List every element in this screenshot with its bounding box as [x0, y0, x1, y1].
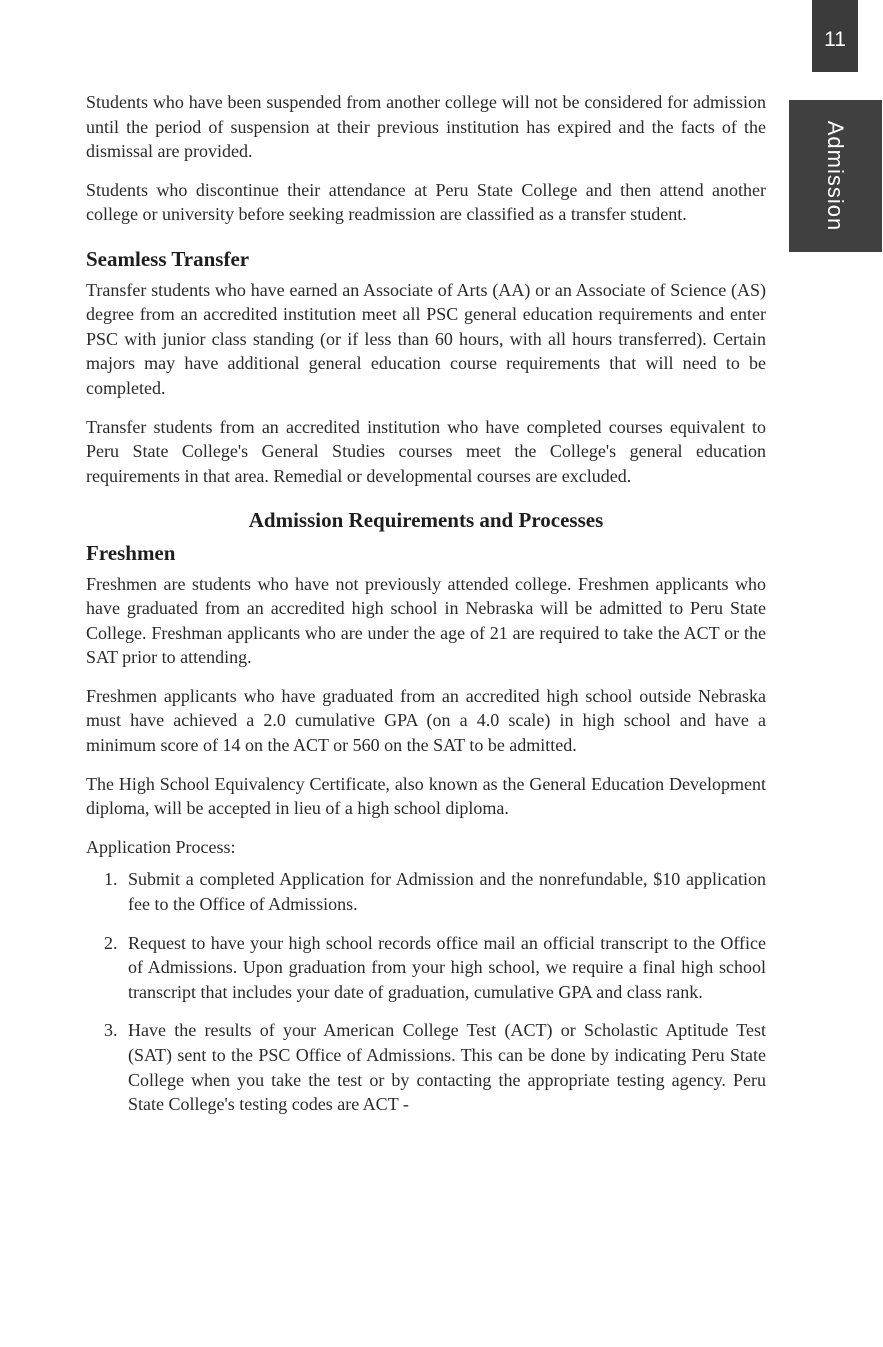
application-step: 3. Have the results of your American College Test (ACT) or Scholastic Aptitude Test (SAT) sent to the PSC Office of Admissions. This can be done by indicating Peru State College when you take the test or by contacting the appropriate testing agency. Peru State College's testing codes are ACT -: [122, 1018, 766, 1116]
paragraph-freshmen-definition: Freshmen are students who have not previously attended college. Freshmen applicants who have graduated from an accredited high school in Nebraska will be admitted to Peru State College. Freshman applicants who are under the age of 21 are required to take the ACT or the SAT prior to attending.: [86, 573, 766, 668]
paragraph-associate-degree: Transfer students who have earned an Associate of Arts (AA) or an Associate of Science (AS) degree from an accredited institution meet all PSC general education requirements and enter PSC with junior class standing (or if less than 60 hours, with all hours transferred). Certain majors may have additional general education course requirements that will need to be completed.: [86, 279, 766, 398]
application-process-label: Application Process:: [86, 836, 236, 857]
paragraph-suspension: Students who have been suspended from another college will not be considered for admission until the period of suspension at their previous institution has expired and the facts of the dismissal are provided.: [86, 92, 766, 162]
paragraph-readmission: Students who discontinue their attendance at Peru State College and then attend another college or university before seeking readmission are classified as a transfer student.: [86, 179, 766, 225]
section-tab: [789, 100, 882, 252]
paragraph-general-studies: Transfer students from an accredited institution who have completed courses equivalent to Peru State College's General Studies courses meet the College's general education requirements in that area. Remedial or developmental courses are excluded.: [86, 416, 766, 486]
page-content: [86, 90, 766, 1131]
page-number-text: 11: [824, 28, 846, 51]
heading-freshmen: Freshmen: [86, 540, 176, 565]
heading-seamless-transfer: Seamless Transfer: [86, 246, 250, 271]
application-step: 2. Request to have your high school records office mail an official transcript to the Office of Admissions. Upon graduation from your high school, we require a final high school transcript that includes your date of graduation, cumulative GPA and class rank.: [122, 931, 766, 1005]
page-number: [812, 0, 858, 72]
paragraph-ged: The High School Equivalency Certificate, also known as the General Education Development diploma, will be accepted in lieu of a high school diploma.: [86, 773, 766, 819]
application-step: 1. Submit a completed Application for Admission and the nonrefundable, $10 application fee to the Office of Admissions.: [122, 867, 766, 916]
heading-admission-requirements: Admission Requirements and Processes: [248, 508, 604, 533]
application-steps: [86, 867, 766, 1116]
paragraph-out-of-state: Freshmen applicants who have graduated from an accredited high school outside Nebraska must have achieved a 2.0 cumulative GPA (on a 4.0 scale) in high school and have a minimum score of 14 on the ACT or 560 on the SAT to be admitted.: [86, 685, 766, 756]
section-tab-label: Admission: [823, 120, 849, 232]
